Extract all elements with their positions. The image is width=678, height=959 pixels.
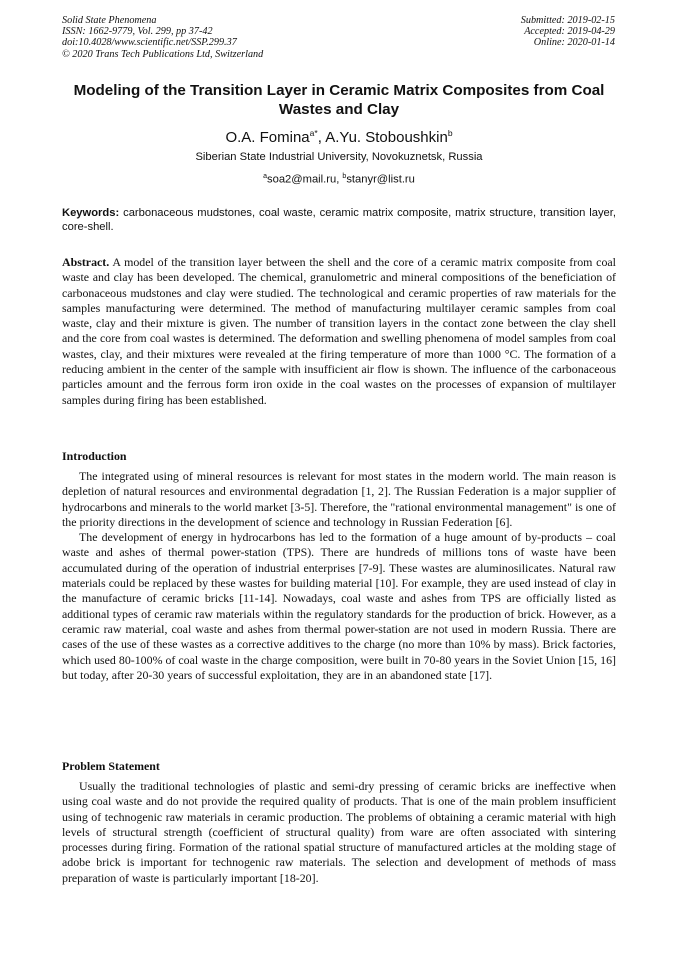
section-heading-problem-statement: Problem Statement bbox=[62, 759, 160, 773]
author-emails bbox=[62, 170, 616, 187]
section-heading-introduction: Introduction bbox=[62, 449, 127, 463]
email-mark: a bbox=[263, 173, 268, 180]
email-link[interactable]: soa2@mail.ru bbox=[267, 173, 337, 186]
problem-statement-section bbox=[62, 779, 616, 886]
keywords-text: carbonaceous mudstones, coal waste, ceramic matrix composite, matrix structure, transition layer, core-shell. bbox=[62, 207, 616, 233]
author-name: A.Yu. Stoboushkin bbox=[325, 129, 448, 146]
email-mark: b bbox=[342, 173, 347, 180]
paragraph: Usually the traditional technologies of plastic and semi-dry pressing of ceramic bricks are ineffective when using coal waste and do not provide the required quality of products. That is one of the main problem insufficient using of technogenic raw materials in ceramic production. The problems of obtaining a ceramic material with high levels of structural strength (coefficient of structural quality) from ware are often associated with sintering processes during firing. Formation of the rational spatial structure of manufactured articles at the molding stage of adobe brick is important for technogenic raw materials. The selection and development of methods of mass preparation of waste is particularly important [18-20]. bbox=[62, 779, 616, 885]
journal-name: Solid State Phenomena bbox=[62, 15, 157, 26]
author-affiliation-mark: b bbox=[447, 128, 453, 138]
email-separator: , bbox=[336, 173, 343, 186]
doi-line: doi:10.4028/www.scientific.net/SSP.299.37 bbox=[62, 37, 237, 49]
email-link[interactable]: stanyr@list.ru bbox=[346, 173, 415, 186]
journal-info bbox=[62, 15, 263, 60]
author-list bbox=[62, 124, 616, 147]
paragraph: The integrated using of mineral resources is relevant for most states in the modern world. The main reason is depletion of natural resources and environmental degradation [1, 2]. The Russian Federation is a major supplier of hydrocarbons and minerals to the world market [3-5]. Therefore, the "rational environmental management" is one of the priority directions in the development of science and technology in Russian Federation [6]. bbox=[62, 469, 616, 529]
issn-line: ISSN: 1662-9779, Vol. 299, pp 37-42 bbox=[62, 26, 213, 38]
paper-title: Modeling of the Transition Layer in Ceramic Matrix Composites from Coal Wastes and Clay bbox=[73, 82, 605, 118]
affiliation: Siberian State Industrial University, Novokuznetsk, Russia bbox=[195, 151, 483, 163]
keywords-block bbox=[62, 206, 616, 234]
abstract-block bbox=[62, 255, 616, 408]
online-date: Online: 2020-01-14 bbox=[533, 37, 615, 49]
copyright-line: © 2020 Trans Tech Publications Ltd, Switzerland bbox=[62, 48, 264, 60]
submission-dates bbox=[521, 15, 615, 49]
paragraph: The development of energy in hydrocarbons has led to the formation of a huge amount of by-products – coal waste and ashes of thermal power-station (TPS). There are hundreds of millions tons of waste have been accumulated during of the operation of industrial enterprises [7-9]. These wastes are aluminosilicates. Natural raw materials could be replaced by these wastes for building material [10]. For example, they are used instead of clay in the manufacture of ceramic bricks [11-14]. Nowadays, coal waste and ashes from TPS are officially listed as additional types of ceramic raw materials within the regulatory standards for the production of brick. However, as a ceramic raw material, coal waste and ashes from thermal power-station are not used in modern Russia. There are cases of the use of these wastes as a corrective additives to the charge (no more than 10% by mass). Brick factories, which used 80-100% of coal waste in the charge composition, were built in 70-80 years in the Soviet Union [15, 16] but today, after 20-30 years of successful exploitation, they are in an abandoned state [17]. bbox=[62, 530, 616, 682]
introduction-section bbox=[62, 469, 616, 683]
keywords-label: Keywords: bbox=[62, 207, 120, 219]
abstract-label: Abstract. bbox=[62, 255, 110, 269]
author-separator: , bbox=[317, 129, 326, 146]
accepted-date: Accepted: 2019-04-29 bbox=[524, 26, 615, 38]
abstract-text: A model of the transition layer between the shell and the core of a ceramic matrix composite from coal waste and clay has been developed. The chemical, granulometric and mineral compositions of the beneficiation of carbonaceous mudstones and clay were studied. The technological and ceramic properties of raw materials for the samples manufacturing were determined. The method of manufacturing multilayer ceramic samples from coal waste, clay and their mixture is given. The number of transition layers in the contact zone between the clay shell and the core from coal wastes is determined. The deformation and swelling phenomena of model samples from coal wastes, clay, and their mixtures were revealed at the firing temperature of more than 1000 °C. The formation of a reducing ambient in the center of the sample with insufficient air flow is shown. The influence of the carbonaceous particles amount and the ferrous form iron oxide in the coal wastes on the processes of expansion of multilayer samples during firing has been established. bbox=[62, 255, 616, 407]
submitted-date: Submitted: 2019-02-15 bbox=[520, 15, 615, 26]
author-name: O.A. Fomina bbox=[225, 129, 310, 146]
author-affiliation-mark: a* bbox=[309, 128, 318, 138]
